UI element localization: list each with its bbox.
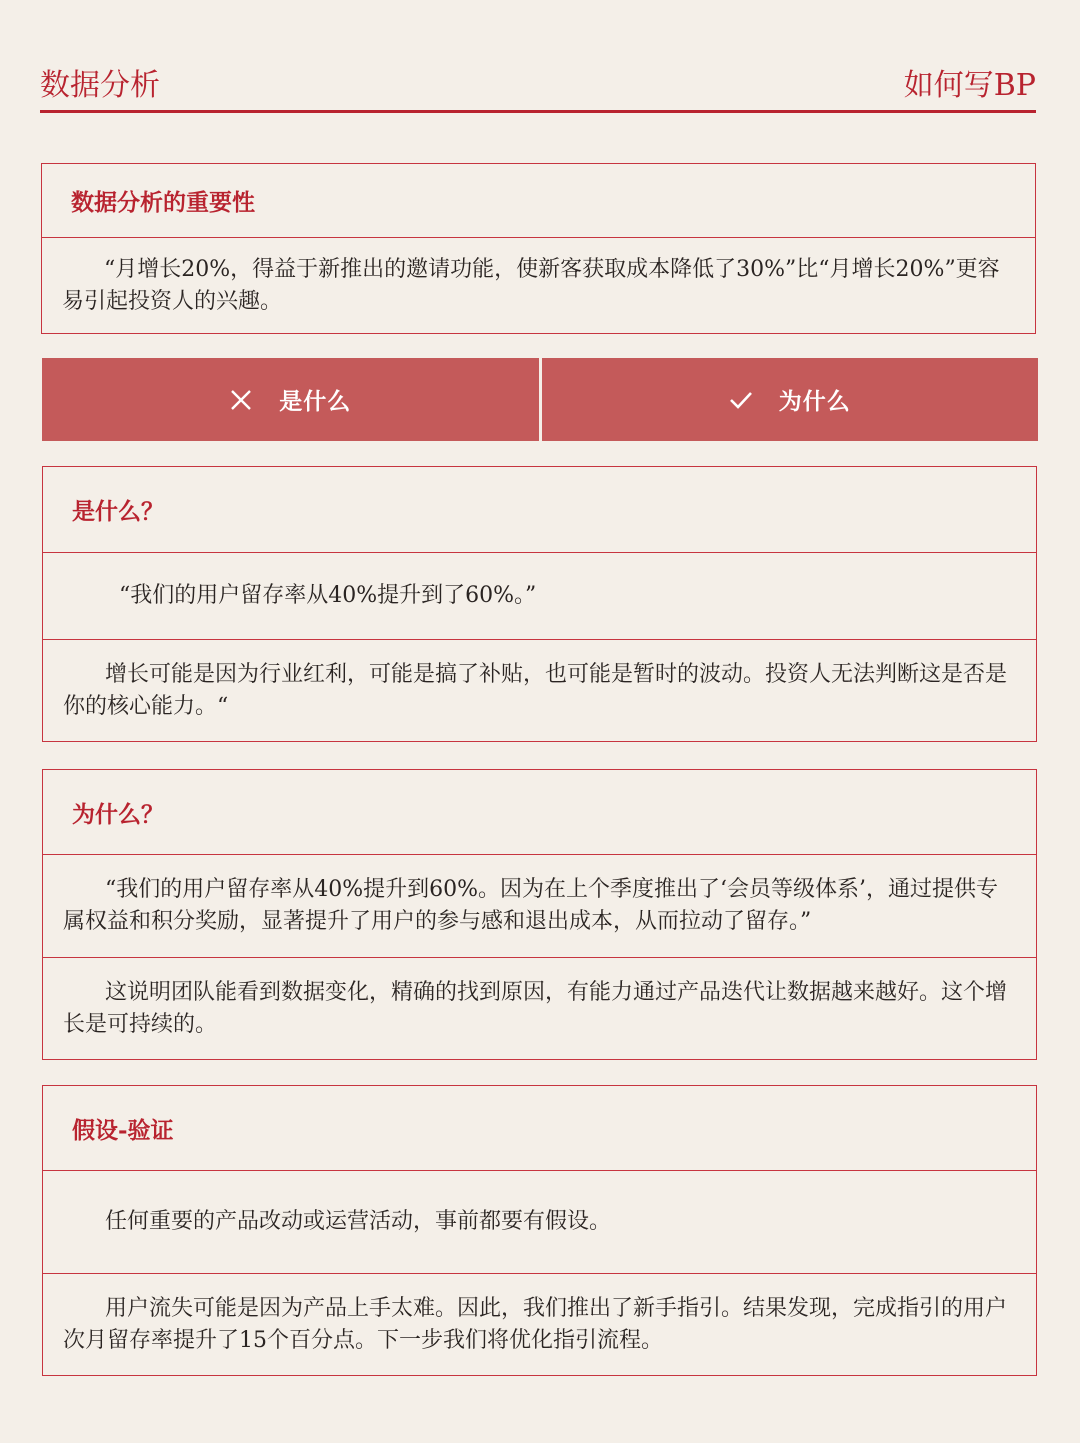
- why-explain: 这说明团队能看到数据变化，精确的找到原因，有能力通过产品迭代让数据越来越好。这个增长是可持续的。: [63, 979, 1008, 1037]
- section-title: 数据分析: [40, 68, 160, 103]
- hypothesis-text2-row: [43, 1273, 1036, 1375]
- why-title: 为什么？: [72, 800, 164, 828]
- why-explain-row: [43, 957, 1036, 1059]
- what-quote: “我们的用户留存率从40%提升到了60%。”: [119, 583, 537, 608]
- importance-card: [41, 163, 1036, 334]
- why-card: [42, 769, 1037, 1060]
- hypothesis-text1: 任何重要的产品改动或运营活动，事前都要有假设。: [105, 1209, 612, 1234]
- tab-why[interactable]: [542, 358, 1039, 441]
- why-quote-row: [43, 854, 1036, 957]
- importance-text-row: [42, 237, 1035, 333]
- hypothesis-text1-row: [43, 1170, 1036, 1273]
- what-explain-row: [43, 639, 1036, 741]
- why-quote: “我们的用户留存率从40%提升到60%。因为在上个季度推出了‘会员等级体系’，通过提供专属权益和积分奖励，显著提升了用户的参与感和退出成本，从而拉动了留存。”: [63, 877, 999, 934]
- tab-what-label: 是什么: [279, 388, 352, 415]
- check-icon: [729, 388, 753, 412]
- hypothesis-title: 假设-验证: [72, 1116, 174, 1144]
- series-title: 如何写BP: [903, 68, 1036, 103]
- what-quote-row: [43, 552, 1036, 639]
- page-header: [40, 58, 1036, 113]
- importance-text: “月增长20%，得益于新推出的邀请功能，使新客获取成本降低了30%”比“月增长20%”更容易引起投资人的兴趣。: [62, 256, 1000, 314]
- what-explain: 增长可能是因为行业红利，可能是搞了补贴，也可能是暂时的波动。投资人无法判断这是否是你的核心能力。“: [63, 661, 1008, 719]
- hypothesis-text2: 用户流失可能是因为产品上手太难。因此，我们推出了新手指引。结果发现，完成指引的用户次月留存率提升了15个百分点。下一步我们将优化指引流程。: [63, 1295, 1008, 1353]
- hypothesis-card: [42, 1085, 1037, 1376]
- tab-what[interactable]: [42, 358, 539, 441]
- what-card: [42, 466, 1037, 742]
- importance-title: 数据分析的重要性: [71, 189, 255, 216]
- tab-why-label: 为什么: [778, 388, 851, 415]
- tab-bar: [42, 358, 1038, 441]
- what-title: 是什么？: [72, 498, 164, 525]
- close-icon: [229, 388, 253, 412]
